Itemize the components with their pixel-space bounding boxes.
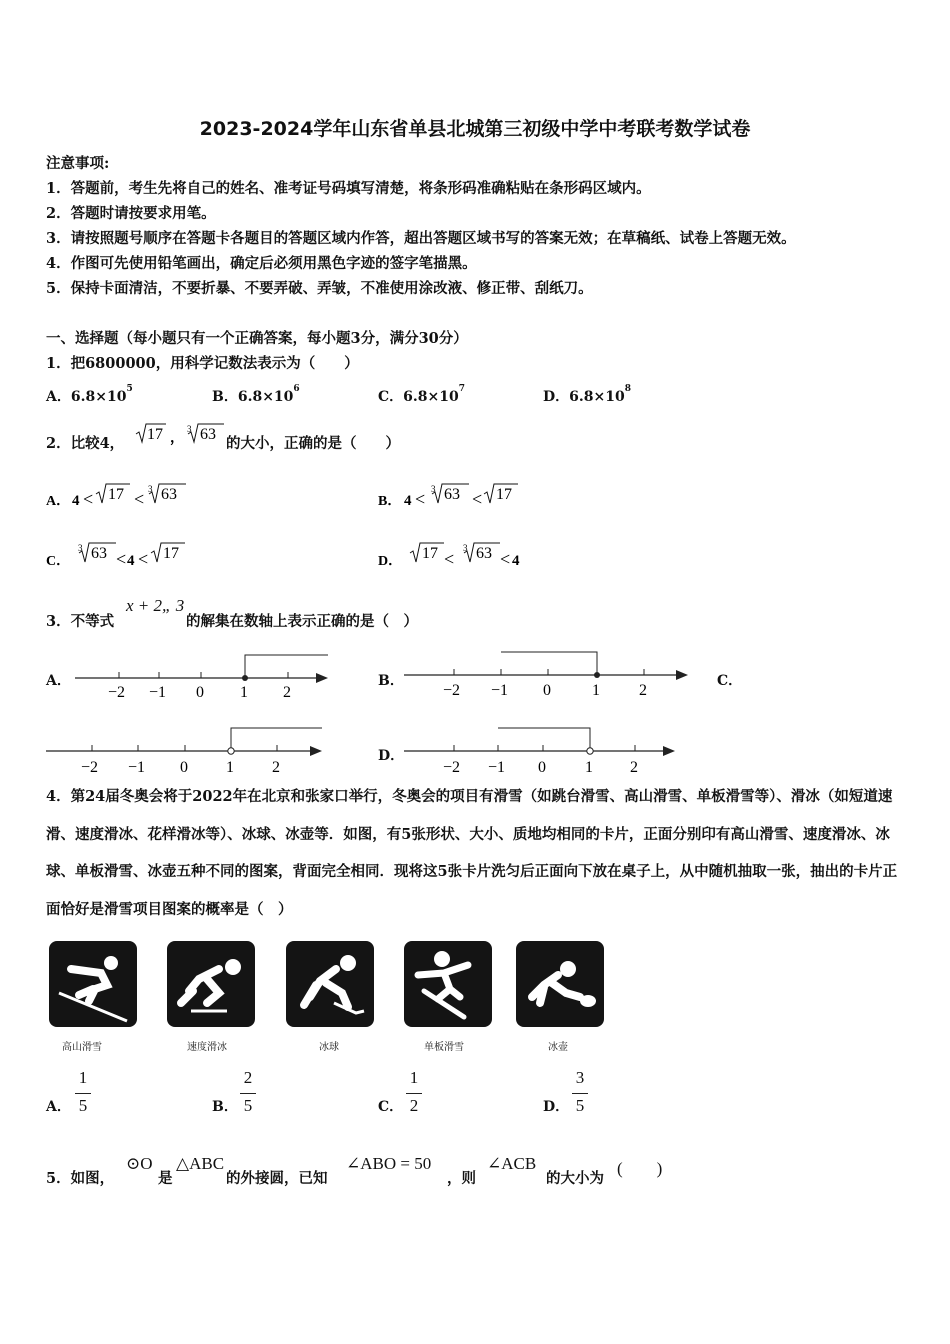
svg-text:<: < (138, 549, 149, 569)
svg-text:2: 2 (630, 759, 638, 776)
q1-option-c: C．$6.8\times 10^7$ (378, 384, 465, 405)
q4-option-b-numerator: 2 (243, 1068, 253, 1087)
svg-text:<: < (116, 549, 127, 569)
q3-option-c-label: C． (717, 673, 743, 689)
card-speed-skating (167, 941, 255, 1027)
svg-text:3: 3 (187, 424, 192, 434)
q2-option-d (376, 537, 596, 571)
q5-text: ，则 (447, 1170, 476, 1187)
q3-number-line-c (44, 724, 334, 780)
q3-number-line-a (70, 650, 340, 706)
svg-text:，: ， (170, 431, 184, 446)
q4-option-b-denominator: 5 (243, 1096, 253, 1115)
q4-option-c-numerator: 1 (409, 1068, 419, 1087)
svg-text:1: 1 (585, 759, 593, 776)
svg-text:<: < (472, 489, 483, 509)
svg-text:1: 1 (592, 682, 600, 699)
svg-text:3: 3 (431, 484, 436, 494)
card-caption: 冰球 (319, 1042, 339, 1053)
fraction-bar (572, 1093, 588, 1094)
q3-number-line-d (402, 724, 692, 780)
q3-inequality: x + 2„ 3 (126, 596, 185, 615)
question-2-prefix: 2．比较4， (46, 435, 125, 452)
q3-option-b-label: B． (378, 673, 404, 689)
q5-text: 的外接圆，已知 (226, 1170, 328, 1187)
svg-text:−1: −1 (488, 759, 506, 776)
svg-text:1: 1 (226, 759, 234, 776)
svg-text:0: 0 (543, 682, 551, 699)
svg-text:63: 63 (200, 426, 216, 443)
svg-text:<: < (134, 489, 145, 509)
notice-heading: 注意事项: (46, 155, 110, 172)
q4-option-c-denominator: 2 (409, 1096, 419, 1115)
svg-text:1: 1 (240, 684, 248, 701)
svg-text:2: 2 (639, 682, 647, 699)
svg-text:<: < (500, 549, 511, 569)
svg-text:0: 0 (180, 759, 188, 776)
svg-text:0: 0 (538, 759, 546, 776)
card-caption: 冰壶 (548, 1042, 568, 1053)
svg-text:17: 17 (496, 486, 512, 503)
q5-triangle: △ABC (176, 1154, 225, 1173)
svg-text:−2: −2 (81, 759, 99, 776)
svg-text:−2: −2 (443, 682, 461, 699)
q2-option-b (376, 478, 596, 512)
svg-text:C．: C． (46, 554, 71, 569)
svg-text:2: 2 (283, 684, 291, 701)
question-1-stem: 1．把6800000，用科学记数法表示为（ ） (46, 355, 359, 372)
svg-text:2: 2 (272, 759, 280, 776)
svg-text:17: 17 (147, 426, 163, 443)
fraction-bar (75, 1093, 91, 1094)
svg-text:<: < (83, 489, 94, 509)
svg-text:3: 3 (78, 543, 83, 553)
q5-text: 的大小为 (546, 1170, 604, 1187)
card-caption: 单板滑雪 (424, 1042, 464, 1053)
q1-option-d: D．$6.8\times 10^8$ (543, 384, 631, 405)
svg-text:A．: A． (46, 494, 71, 509)
svg-text:4: 4 (127, 553, 135, 569)
svg-text:B．: B． (378, 494, 402, 509)
q3-option-d-label: D． (378, 748, 405, 764)
svg-text:17: 17 (108, 486, 124, 503)
q5-circle-o: ⊙O (126, 1154, 153, 1173)
fraction-bar (240, 1093, 256, 1094)
card-caption: 高山滑雪 (62, 1042, 102, 1053)
svg-text:D．: D． (378, 554, 403, 569)
svg-text:0: 0 (196, 684, 204, 701)
card-ice-hockey (286, 941, 374, 1027)
card-caption: 速度滑冰 (187, 1042, 227, 1053)
q4-option-d-numerator: 3 (575, 1068, 585, 1087)
svg-text:63: 63 (161, 486, 177, 503)
notice-item: 1．答题前，考生先将自己的姓名、准考证号码填写清楚，将条形码准确粘贴在条形码区域内。 (46, 180, 651, 197)
svg-text:4: 4 (404, 493, 412, 509)
svg-text:3: 3 (463, 543, 468, 553)
svg-text:<: < (415, 489, 426, 509)
card-curling (516, 941, 604, 1027)
svg-text:17: 17 (422, 545, 438, 562)
q4-option-a-numerator: 1 (78, 1068, 88, 1087)
q5-text: 是 (158, 1170, 173, 1187)
fraction-bar (406, 1093, 422, 1094)
svg-text:−1: −1 (128, 759, 146, 776)
q4-option-a-label: A． (46, 1099, 71, 1115)
q4-option-a-denominator: 5 (78, 1096, 88, 1115)
svg-text:3: 3 (148, 484, 153, 494)
svg-text:<: < (444, 549, 455, 569)
q4-option-d-label: D． (543, 1099, 570, 1115)
q1-option-b: B．$6.8\times 10^6$ (212, 384, 300, 405)
q4-option-d-denominator: 5 (575, 1096, 585, 1115)
question-5-prefix: 5．如图， (46, 1170, 115, 1187)
card-alpine-skiing (49, 941, 137, 1027)
section-heading: 一、选择题（每小题只有一个正确答案，每小题3分，满分30分） (46, 330, 468, 347)
notice-item: 3．请按照题号顺序在答题卡各题目的答题区域内作答，超出答题区域书写的答案无效；在草稿纸、试卷上答题无效。 (46, 230, 796, 247)
svg-text:−2: −2 (108, 684, 126, 701)
svg-text:−1: −1 (149, 684, 167, 701)
q3-option-a-label: A． (46, 673, 71, 689)
question-3-suffix: 的解集在数轴上表示正确的是（ ） (186, 613, 418, 630)
svg-text:63: 63 (444, 486, 460, 503)
q4-option-b-label: B． (212, 1099, 238, 1115)
svg-text:−2: −2 (443, 759, 461, 776)
q5-angle-acb: ∠ACB (487, 1154, 537, 1173)
svg-text:63: 63 (91, 545, 107, 562)
notice-item: 4．作图可先使用铅笔画出，确定后必须用黑色字迹的签字笔描黑。 (46, 255, 477, 272)
q3-number-line-b (402, 650, 692, 706)
question-2-suffix: 的大小，正确的是（ ） (226, 435, 400, 452)
svg-text:−1: −1 (491, 682, 509, 699)
svg-text:4: 4 (72, 493, 80, 509)
svg-text:17: 17 (163, 545, 179, 562)
q5-angle-abo: ∠ABO = 50 (346, 1154, 432, 1173)
notice-item: 2．答题时请按要求用笔。 (46, 205, 216, 222)
page-title: 2023-2024学年山东省单县北城第三初级中学中考联考数学试卷 (199, 118, 751, 140)
notice-item: 5．保持卡面清洁，不要折暴、不要弄破、弄皱，不准使用涂改液、修正带、刮纸刀。 (46, 280, 593, 297)
q1-option-a: A．$6.8\times 10^5$ (46, 384, 133, 405)
q5-answer-paren: ( ) (617, 1159, 663, 1178)
question-4-stem: 4．第24届冬奥会将于2022年在北京和张家口举行，冬奥会的项目有滑雪（如跳台滑雪、高山滑雪、单板滑雪等）、滑冰（如短道速滑、速度滑冰、花样滑冰等）、冰球、冰壶等．如图，有5张形状、大小、质地均相同的卡片，正面分别印有高山滑雪、速度滑冰、冰球、单板滑雪、冰壶五种不同的图案，背面完全相同．现将这5张卡片洗匀后正面向下放在桌子上，从中随机抽取一张，抽出的卡片正面恰好是滑雪项目图案的概率是（ ） (46, 788, 898, 918)
q2-option-c (44, 537, 264, 571)
q4-option-c-label: C． (378, 1099, 404, 1115)
card-snowboarding (404, 941, 492, 1027)
q2-option-a (44, 478, 264, 512)
svg-text:63: 63 (476, 545, 492, 562)
question-3-prefix: 3．不等式 (46, 613, 115, 630)
svg-text:4: 4 (512, 553, 520, 569)
